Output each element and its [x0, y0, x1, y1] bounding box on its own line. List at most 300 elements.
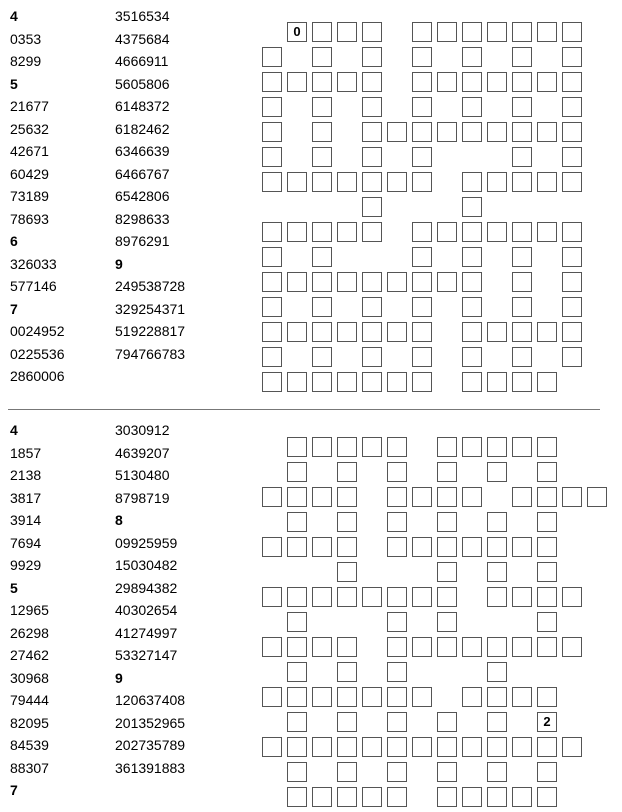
grid-cell[interactable] [312, 22, 332, 42]
grid-cell[interactable] [362, 322, 382, 342]
grid-cell[interactable] [412, 222, 432, 242]
grid-cell[interactable] [487, 762, 507, 782]
grid-cell[interactable] [262, 147, 282, 167]
grid-cell[interactable] [312, 437, 332, 457]
grid-cell[interactable] [412, 347, 432, 367]
grid-cell[interactable] [312, 72, 332, 92]
grid-cell[interactable] [487, 322, 507, 342]
grid-cell[interactable] [462, 172, 482, 192]
grid-cell[interactable] [412, 97, 432, 117]
number-entry: 6148372 [115, 98, 170, 114]
number-entry: 2138 [10, 467, 42, 483]
grid-cell[interactable] [537, 637, 557, 657]
grid-cell[interactable] [412, 537, 432, 557]
grid-cell[interactable] [312, 637, 332, 657]
grid-cell[interactable] [337, 372, 357, 392]
grid-cell[interactable] [362, 737, 382, 757]
grid-cell[interactable] [287, 487, 307, 507]
grid-cell[interactable] [287, 712, 307, 732]
grid-cell[interactable] [437, 122, 457, 142]
word-list-column-1 [10, 419, 49, 802]
grid-cell[interactable] [437, 737, 457, 757]
grid-cell[interactable] [387, 462, 407, 482]
grid-cell[interactable] [362, 172, 382, 192]
grid-cell[interactable] [287, 437, 307, 457]
grid-cell[interactable] [487, 637, 507, 657]
grid-cell[interactable] [387, 512, 407, 532]
grid-cell[interactable] [487, 787, 507, 807]
grid-cell[interactable] [262, 247, 282, 267]
grid-cell[interactable] [537, 372, 557, 392]
grid-cell[interactable] [287, 587, 307, 607]
grid-cell[interactable] [437, 787, 457, 807]
grid-cell[interactable] [337, 637, 357, 657]
grid-cell[interactable] [487, 562, 507, 582]
grid-cell[interactable] [387, 487, 407, 507]
grid-cell[interactable] [262, 222, 282, 242]
grid-cell[interactable] [387, 687, 407, 707]
grid-cell[interactable] [512, 787, 532, 807]
grid-cell[interactable] [537, 612, 557, 632]
grid-cell[interactable] [437, 587, 457, 607]
grid-cell[interactable] [562, 122, 582, 142]
grid-cell[interactable] [262, 172, 282, 192]
grid-cell[interactable] [487, 712, 507, 732]
number-entry: 361391883 [115, 759, 186, 776]
grid-cell[interactable] [462, 22, 482, 42]
grid-cell[interactable] [287, 512, 307, 532]
grid-cell[interactable] [362, 22, 382, 42]
grid-cell[interactable] [462, 437, 482, 457]
grid-cell[interactable] [487, 222, 507, 242]
grid-cell[interactable] [337, 72, 357, 92]
length-header: 5 [10, 579, 18, 596]
grid-cell[interactable] [512, 47, 532, 67]
grid-cell[interactable] [387, 637, 407, 657]
grid-cell[interactable] [462, 487, 482, 507]
grid-cell[interactable] [437, 512, 457, 532]
grid-cell[interactable] [512, 347, 532, 367]
grid-cell[interactable] [362, 437, 382, 457]
grid-cell[interactable] [387, 612, 407, 632]
grid-cell[interactable] [437, 562, 457, 582]
grid-cell[interactable] [412, 587, 432, 607]
number-entry: 3914 [10, 512, 42, 528]
grid-cell[interactable] [487, 437, 507, 457]
grid-cell[interactable] [587, 487, 607, 507]
length-header: 8 [115, 512, 123, 528]
grid-cell[interactable] [512, 247, 532, 267]
grid-cell[interactable] [487, 512, 507, 532]
grid-cell[interactable] [462, 347, 482, 367]
number-entry: 41274997 [115, 624, 178, 641]
grid-cell[interactable] [512, 97, 532, 117]
grid-cell[interactable] [512, 72, 532, 92]
grid-cell[interactable] [387, 437, 407, 457]
grid-cell[interactable] [437, 712, 457, 732]
grid-cell[interactable] [337, 787, 357, 807]
grid-cell[interactable] [412, 487, 432, 507]
grid-cell[interactable] [437, 437, 457, 457]
grid-cell[interactable] [362, 197, 382, 217]
grid-cell[interactable] [512, 437, 532, 457]
grid-cell[interactable] [462, 72, 482, 92]
number-entry: 4375684 [115, 30, 170, 47]
grid-cell[interactable] [337, 172, 357, 192]
grid-cell[interactable] [512, 322, 532, 342]
grid-cell[interactable] [262, 487, 282, 507]
grid-cell[interactable] [262, 47, 282, 67]
grid-cell[interactable] [487, 662, 507, 682]
given-digit-cell[interactable]: 2 [537, 712, 557, 732]
grid-cell[interactable] [487, 537, 507, 557]
grid-cell[interactable] [412, 372, 432, 392]
grid-cell[interactable] [412, 297, 432, 317]
grid-cell[interactable] [337, 437, 357, 457]
grid-cell[interactable] [337, 662, 357, 682]
grid-cell[interactable] [512, 372, 532, 392]
grid-cell[interactable] [337, 762, 357, 782]
grid-cell[interactable] [362, 47, 382, 67]
grid-cell[interactable] [512, 537, 532, 557]
grid-cell[interactable] [537, 122, 557, 142]
grid-cell[interactable] [562, 247, 582, 267]
grid-cell[interactable] [487, 462, 507, 482]
grid-cell[interactable] [262, 347, 282, 367]
grid-cell[interactable] [537, 787, 557, 807]
grid-cell[interactable] [537, 587, 557, 607]
grid-cell[interactable] [412, 272, 432, 292]
grid-cell[interactable] [312, 47, 332, 67]
grid-cell[interactable] [287, 272, 307, 292]
grid-cell[interactable] [512, 687, 532, 707]
grid-cell[interactable] [337, 587, 357, 607]
grid-cell[interactable] [437, 762, 457, 782]
grid-cell[interactable] [537, 437, 557, 457]
number-entry: 79444 [10, 692, 49, 708]
grid-cell[interactable] [387, 662, 407, 682]
grid-cell[interactable] [462, 197, 482, 217]
grid-cell[interactable] [462, 247, 482, 267]
grid-cell[interactable] [312, 587, 332, 607]
number-entry: 25632 [10, 120, 49, 137]
grid-cell[interactable] [362, 787, 382, 807]
grid-cell[interactable] [437, 222, 457, 242]
length-header: 9 [115, 255, 123, 272]
grid-cell[interactable] [337, 512, 357, 532]
grid-cell[interactable] [337, 322, 357, 342]
number-entry: 60429 [10, 165, 49, 182]
number-entry: 12965 [10, 602, 49, 618]
grid-cell[interactable] [362, 297, 382, 317]
grid-cell[interactable] [462, 97, 482, 117]
number-entry: 42671 [10, 143, 49, 159]
grid-cell[interactable] [462, 297, 482, 317]
grid-cell[interactable] [562, 47, 582, 67]
grid-cell[interactable] [262, 372, 282, 392]
grid-cell[interactable] [537, 172, 557, 192]
grid-cell[interactable] [387, 762, 407, 782]
grid-cell[interactable] [287, 72, 307, 92]
grid-cell[interactable] [362, 372, 382, 392]
grid-cell[interactable] [337, 537, 357, 557]
grid-cell[interactable] [537, 512, 557, 532]
grid-cell[interactable] [562, 72, 582, 92]
number-entry: 3516534 [115, 8, 170, 24]
grid-cell[interactable] [512, 147, 532, 167]
grid-cell[interactable] [337, 712, 357, 732]
grid-cell[interactable] [312, 172, 332, 192]
grid-cell[interactable] [537, 72, 557, 92]
grid-cell[interactable] [362, 222, 382, 242]
number-entry: 21677 [10, 98, 49, 114]
grid-cell[interactable] [412, 687, 432, 707]
grid-cell[interactable] [537, 462, 557, 482]
grid-cell[interactable] [512, 737, 532, 757]
grid-cell[interactable] [262, 537, 282, 557]
grid-cell[interactable] [512, 587, 532, 607]
grid-cell[interactable] [387, 737, 407, 757]
grid-cell[interactable] [287, 172, 307, 192]
grid-cell[interactable] [262, 272, 282, 292]
grid-cell[interactable] [287, 322, 307, 342]
grid-cell[interactable] [362, 72, 382, 92]
grid-cell[interactable] [337, 487, 357, 507]
grid-cell[interactable] [337, 272, 357, 292]
grid-cell[interactable] [262, 322, 282, 342]
grid-cell[interactable] [512, 172, 532, 192]
grid-cell[interactable] [262, 687, 282, 707]
grid-cell[interactable] [437, 537, 457, 557]
given-digit-cell[interactable]: 0 [287, 22, 307, 42]
grid-cell[interactable] [487, 737, 507, 757]
grid-cell[interactable] [387, 322, 407, 342]
grid-cell[interactable] [262, 587, 282, 607]
grid-cell[interactable] [312, 372, 332, 392]
grid-cell[interactable] [362, 97, 382, 117]
grid-cell[interactable] [262, 97, 282, 117]
grid-cell[interactable] [512, 22, 532, 42]
grid-cell[interactable] [337, 737, 357, 757]
crossword-grid [262, 22, 582, 392]
length-header: 6 [10, 233, 18, 249]
grid-cell[interactable] [362, 147, 382, 167]
grid-cell[interactable] [462, 272, 482, 292]
grid-cell[interactable] [512, 297, 532, 317]
number-entry: 120637408 [115, 692, 186, 708]
grid-cell[interactable] [487, 72, 507, 92]
grid-cell[interactable] [337, 687, 357, 707]
grid-cell[interactable] [412, 637, 432, 657]
grid-cell[interactable] [437, 22, 457, 42]
grid-cell[interactable] [387, 122, 407, 142]
grid-cell[interactable] [412, 737, 432, 757]
grid-cell[interactable] [487, 587, 507, 607]
grid-cell[interactable] [412, 147, 432, 167]
grid-cell[interactable] [287, 612, 307, 632]
number-entry: 201352965 [115, 714, 186, 731]
number-entry: 794766783 [115, 345, 186, 362]
grid-cell[interactable] [537, 322, 557, 342]
grid-cell[interactable] [562, 222, 582, 242]
grid-cell[interactable] [437, 637, 457, 657]
grid-cell[interactable] [312, 687, 332, 707]
length-header: 9 [115, 669, 123, 686]
grid-cell[interactable] [312, 787, 332, 807]
grid-cell[interactable] [387, 537, 407, 557]
grid-cell[interactable] [337, 462, 357, 482]
grid-cell[interactable] [312, 487, 332, 507]
grid-cell[interactable] [337, 222, 357, 242]
length-header: 4 [10, 422, 18, 438]
grid-cell[interactable] [387, 587, 407, 607]
number-entry: 7694 [10, 534, 42, 551]
grid-cell[interactable] [312, 147, 332, 167]
number-entry: 0225536 [10, 345, 65, 362]
grid-cell[interactable] [387, 372, 407, 392]
grid-cell[interactable] [412, 47, 432, 67]
grid-cell[interactable] [562, 297, 582, 317]
grid-cell[interactable] [262, 72, 282, 92]
grid-cell[interactable] [537, 487, 557, 507]
grid-cell[interactable] [562, 272, 582, 292]
grid-cell[interactable] [412, 172, 432, 192]
grid-cell[interactable] [487, 122, 507, 142]
grid-cell[interactable] [562, 22, 582, 42]
grid-cell[interactable] [437, 462, 457, 482]
grid-cell[interactable] [462, 737, 482, 757]
grid-cell[interactable] [562, 587, 582, 607]
grid-cell[interactable] [412, 122, 432, 142]
grid-cell[interactable] [312, 322, 332, 342]
grid-cell[interactable] [487, 372, 507, 392]
grid-cell[interactable] [562, 147, 582, 167]
grid-cell[interactable] [262, 297, 282, 317]
grid-cell[interactable] [487, 172, 507, 192]
number-entry: 4666911 [115, 53, 169, 69]
grid-cell[interactable] [487, 22, 507, 42]
word-list-column-2 [115, 5, 185, 365]
grid-cell[interactable] [512, 487, 532, 507]
grid-cell[interactable] [537, 562, 557, 582]
grid-cell[interactable] [287, 372, 307, 392]
grid-cell[interactable] [262, 637, 282, 657]
grid-cell[interactable] [462, 637, 482, 657]
grid-cell[interactable] [287, 762, 307, 782]
grid-cell[interactable] [362, 587, 382, 607]
grid-cell[interactable] [312, 122, 332, 142]
grid-cell[interactable] [362, 347, 382, 367]
number-entry: 2860006 [10, 368, 65, 384]
grid-cell[interactable] [537, 687, 557, 707]
grid-cell[interactable] [562, 347, 582, 367]
grid-cell[interactable] [362, 272, 382, 292]
grid-cell[interactable] [312, 537, 332, 557]
grid-cell[interactable] [312, 272, 332, 292]
grid-cell[interactable] [512, 122, 532, 142]
grid-cell[interactable] [312, 97, 332, 117]
grid-cell[interactable] [312, 222, 332, 242]
grid-cell[interactable] [512, 222, 532, 242]
grid-cell[interactable] [462, 787, 482, 807]
grid-cell[interactable] [337, 562, 357, 582]
grid-cell[interactable] [512, 272, 532, 292]
grid-cell[interactable] [312, 247, 332, 267]
grid-cell[interactable] [562, 737, 582, 757]
grid-cell[interactable] [387, 787, 407, 807]
grid-cell[interactable] [412, 22, 432, 42]
grid-cell[interactable] [262, 122, 282, 142]
grid-cell[interactable] [387, 272, 407, 292]
number-entry: 40302654 [115, 602, 178, 618]
grid-cell[interactable] [262, 737, 282, 757]
grid-cell[interactable] [562, 172, 582, 192]
grid-cell[interactable] [412, 247, 432, 267]
number-entry: 82095 [10, 714, 49, 731]
grid-cell[interactable] [562, 322, 582, 342]
grid-cell[interactable] [337, 22, 357, 42]
grid-cell[interactable] [437, 612, 457, 632]
grid-cell[interactable] [462, 47, 482, 67]
number-entry: 27462 [10, 647, 49, 663]
grid-cell[interactable] [287, 537, 307, 557]
grid-cell[interactable] [462, 537, 482, 557]
grid-cell[interactable] [562, 487, 582, 507]
grid-cell[interactable] [437, 487, 457, 507]
grid-cell[interactable] [462, 372, 482, 392]
number-entry: 202735789 [115, 737, 186, 753]
grid-cell[interactable] [287, 687, 307, 707]
grid-cell[interactable] [312, 737, 332, 757]
grid-cell[interactable] [287, 737, 307, 757]
grid-cell[interactable] [537, 222, 557, 242]
grid-cell[interactable] [312, 347, 332, 367]
grid-cell[interactable] [537, 762, 557, 782]
length-header: 7 [10, 782, 18, 798]
grid-cell[interactable] [287, 662, 307, 682]
grid-cell[interactable] [462, 222, 482, 242]
grid-cell[interactable] [462, 687, 482, 707]
grid-cell[interactable] [412, 72, 432, 92]
grid-cell[interactable] [412, 322, 432, 342]
grid-cell[interactable] [537, 737, 557, 757]
grid-cell[interactable] [287, 222, 307, 242]
grid-cell[interactable] [462, 122, 482, 142]
grid-cell[interactable] [537, 537, 557, 557]
grid-cell[interactable] [462, 322, 482, 342]
grid-cell[interactable] [312, 297, 332, 317]
puzzle-divider [8, 409, 600, 410]
number-entry: 6346639 [115, 143, 170, 159]
grid-cell[interactable] [287, 637, 307, 657]
grid-cell[interactable] [487, 687, 507, 707]
grid-cell[interactable] [287, 787, 307, 807]
grid-cell[interactable] [387, 172, 407, 192]
grid-cell[interactable] [437, 272, 457, 292]
grid-cell[interactable] [537, 22, 557, 42]
grid-cell[interactable] [437, 72, 457, 92]
grid-cell[interactable] [562, 637, 582, 657]
grid-cell[interactable] [362, 687, 382, 707]
number-entry: 5130480 [115, 467, 170, 483]
number-entry: 0353 [10, 30, 42, 47]
grid-cell[interactable] [512, 637, 532, 657]
number-entry: 577146 [10, 278, 57, 294]
grid-cell[interactable] [562, 97, 582, 117]
grid-cell[interactable] [287, 462, 307, 482]
grid-cell[interactable] [362, 122, 382, 142]
grid-cell[interactable] [387, 712, 407, 732]
